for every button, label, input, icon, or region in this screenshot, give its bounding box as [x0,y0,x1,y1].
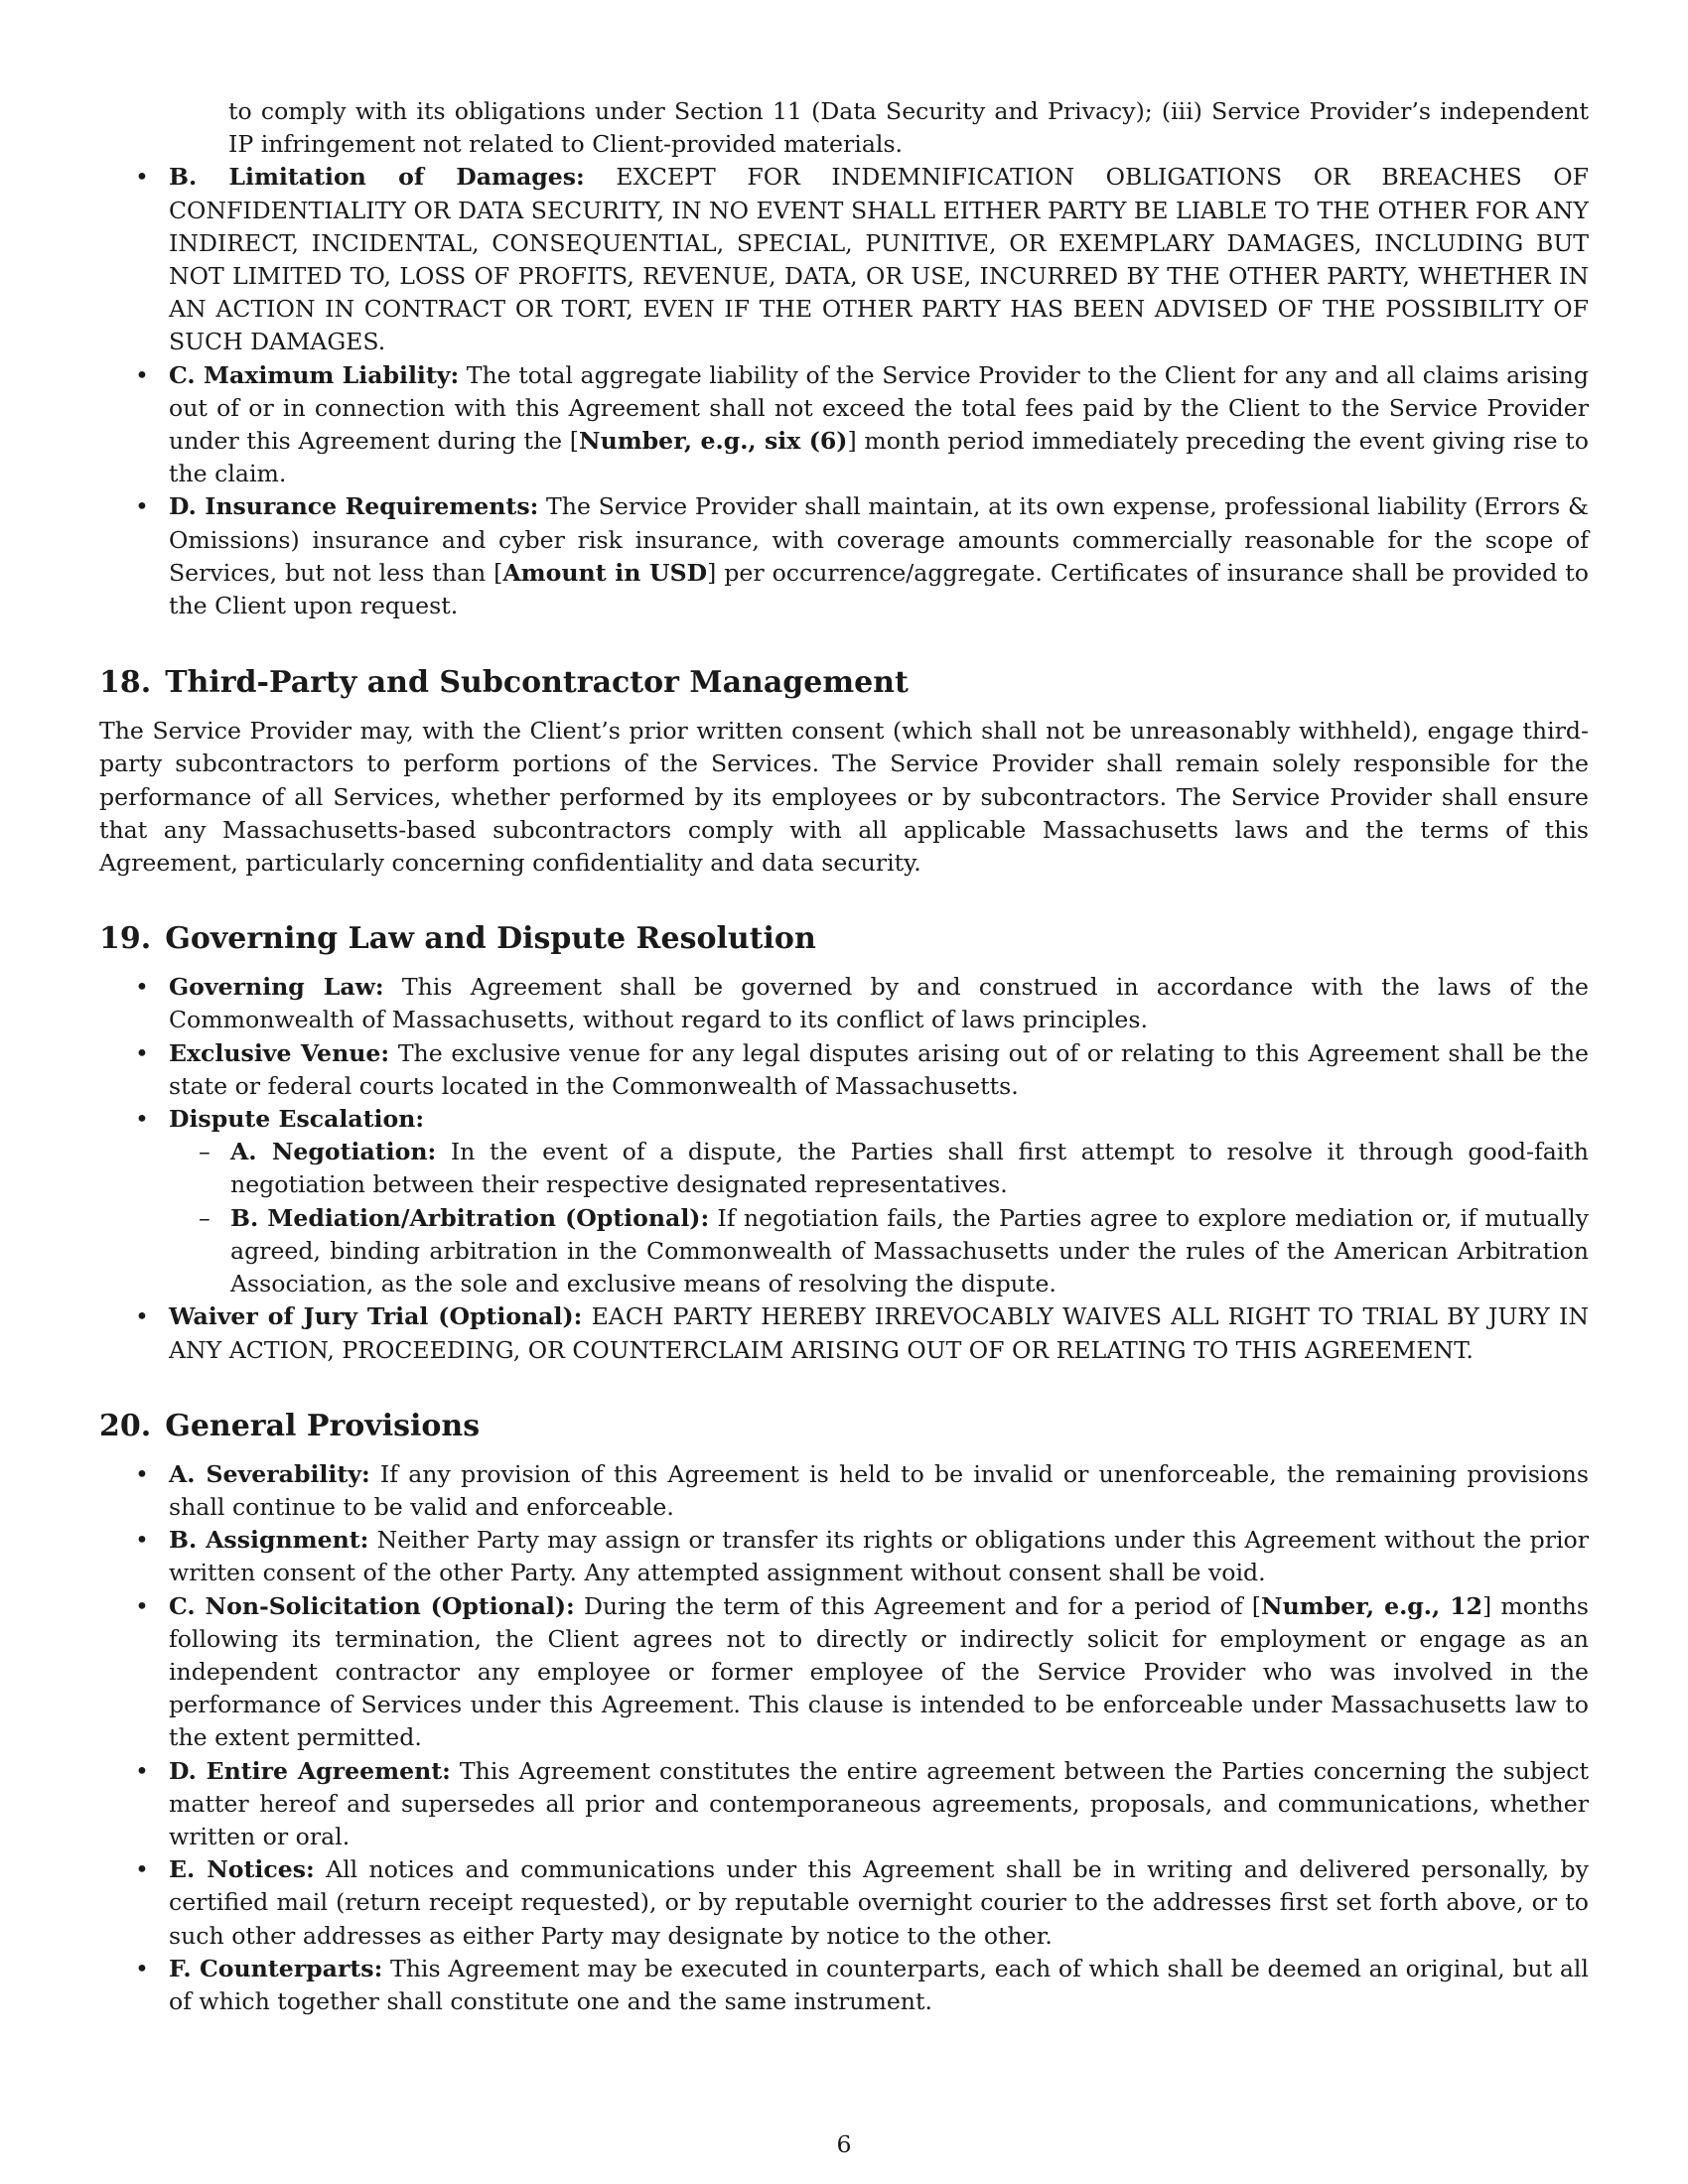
item-text: The total aggregate liability of the Service Provider to the Client for any and all claims arising out of or in connection with this Agreement shall not exceed the total fees paid by the Client to the Service Provider under this Agreement during the [ [169,360,1589,456]
section-title: General Provisions [165,1408,481,1443]
item-text: The exclusive venue for any legal disputes arising out of or relating to this Agreement shall be the state or federal courts located in the Commonwealth of Massachusetts. [169,1038,1589,1100]
section-20-heading [99,1407,1589,1446]
sublist-item-negotiation [169,1136,1589,1201]
placeholder-field: Amount in USD [502,558,708,587]
section-title: Governing Law and Dispute Resolution [165,921,816,957]
item-label: E. Notices: [169,1855,315,1884]
section-18-body: The Service Provider may, with the Client’s prior written consent (which shall not be unreasonably withheld), engage third-party subcontractors to perform portions of the Services. The Service Provider shall remain solely responsible for the performance of all Services, whether performed by its employees or by subcontractors. The Service Provider shall ensure that any Massachusetts-based subcontractors comply with all applicable Massachusetts laws and the terms of this Agreement, particularly concerning confidentiality and data security. [99,717,1589,878]
section-title: Third-Party and Subcontractor Management [165,665,909,701]
list-item-dispute-escalation [99,1103,1589,1300]
item-text: In the event of a dispute, the Parties shall first attempt to resolve it through good-faith negotiation between their respective designated representatives. [230,1138,1589,1199]
item-text: EACH PARTY HEREBY IRREVOCABLY WAIVES ALL RIGHT TO TRIAL BY JURY IN ANY ACTION, PROCEEDING, OR COUNTERCLAIM ARISING OUT OF OR RELATING TO THIS AGREEMENT. [169,1302,1589,1364]
item-label: B. Mediation/Arbitration (Optional): [230,1203,710,1232]
item-text: The Service Provider shall maintain, at its own expense, professional liability (Errors & Omissions) insurance and cyber risk insurance, with coverage amounts commercially reasonable for the scope of Services, but not less than [ [169,492,1589,587]
section-number: 18. [99,665,152,701]
list-item-entire-agreement [99,1755,1589,1854]
item-text: ] per occurrence/aggregate. Certificates of insurance shall be provided to the Client upon request. [169,558,1589,620]
list-item-maximum-liability [99,359,1589,491]
item-text: ] months following its termination, the Client agrees not to directly or indirectly solicit for employment or engage as an independent contractor any employee or former employee of the Service Provider who was involved in the performance of Services under this Agreement. This clause is intended to be enforceable under Massachusetts law to the extent permitted. [169,1591,1589,1752]
list-item-exclusive-venue [99,1037,1589,1103]
list-item-insurance-requirements [99,490,1589,622]
section-17-list [99,161,1589,622]
item-text: During the term of this Agreement and for a period of [ [574,1591,1262,1620]
continuation-paragraph: to comply with its obligations under Section 11 (Data Security and Privacy); (iii) Service Provider’s independent IP infringement not related to Client-provided materials. [228,97,1589,159]
placeholder-field: Number, e.g., 12 [1261,1591,1482,1620]
item-label: B. Assignment: [169,1526,369,1555]
sublist-item-mediation [169,1202,1589,1301]
item-label: D. Insurance Requirements: [169,492,539,521]
item-text: Neither Party may assign or transfer its rights or obligations under this Agreement without the prior written consent of the other Party. Any attempted assignment without consent shall be void. [169,1526,1589,1587]
item-text: If any provision of this Agreement is held to be invalid or unenforceable, the remaining provisions shall continue to be valid and enforceable. [169,1459,1589,1521]
item-label: D. Entire Agreement: [169,1756,451,1785]
item-text: This Agreement may be executed in counterparts, each of which shall be deemed an original, but all of which together shall constitute one and the same instrument. [169,1954,1589,2015]
item-label: A. Negotiation: [230,1138,437,1166]
item-text: All notices and communications under this Agreement shall be in writing and delivered personally, by certified mail (return receipt requested), or by reputable overnight courier to the addresses first set forth above, or to such other addresses as either Party may designate by notice to the other. [169,1855,1589,1950]
item-label: B. Limitation of Damages: [169,163,585,192]
list-item-jury-waiver [99,1300,1589,1366]
list-item-counterparts [99,1953,1589,2018]
section-number: 19. [99,921,152,957]
item-label: Waiver of Jury Trial (Optional): [169,1302,583,1331]
item-text: EXCEPT FOR INDEMNIFICATION OBLIGATIONS OR BREACHES OF CONFIDENTIALITY OR DATA SECURITY, IN NO EVENT SHALL EITHER PARTY BE LIABLE TO THE OTHER FOR ANY INDIRECT, INCIDENTAL, CONSEQUENTIAL, SPECIAL, PUNITIVE, OR EXEMPLARY DAMAGES, INCLUDING BUT NOT LIMITED TO, LOSS OF PROFITS, REVENUE, DATA, OR USE, INCURRED BY THE OTHER PARTY, WHETHER IN AN ACTION IN CONTRACT OR TORT, EVEN IF THE OTHER PARTY HAS BEEN ADVISED OF THE POSSIBILITY OF SUCH DAMAGES. [169,163,1589,356]
item-text: This Agreement constitutes the entire agreement between the Parties concerning the subject matter hereof and supersedes all prior and contemporaneous agreements, proposals, and communications, whether written or oral. [169,1756,1589,1850]
list-item-severability [99,1458,1589,1524]
dispute-escalation-sublist [169,1136,1589,1300]
item-text: This Agreement shall be governed by and construed in accordance with the laws of the Commonwealth of Massachusetts, without regard to its conflict of laws principles. [169,973,1589,1034]
placeholder-field: Number, e.g., six (6) [579,427,848,456]
item-label: A. Severability: [169,1459,370,1488]
item-label: C. Maximum Liability: [169,360,460,389]
list-item-notices [99,1853,1589,1953]
list-item-limitation-of-damages [99,161,1589,358]
section-19-list [99,971,1589,1366]
list-item-assignment [99,1524,1589,1589]
section-20-list [99,1458,1589,2018]
item-label: Exclusive Venue: [169,1038,390,1067]
document-page [99,95,1589,2018]
section-number: 20. [99,1408,152,1443]
item-label: Dispute Escalation: [169,1105,425,1134]
section-18-heading [99,663,1589,703]
item-label: C. Non-Solicitation (Optional): [169,1591,575,1620]
list-item-non-solicitation [99,1590,1589,1755]
section-19-heading [99,919,1589,959]
list-item-governing-law [99,971,1589,1036]
item-label: Governing Law: [169,973,384,1002]
page-number: 6 [836,2130,852,2158]
item-text: ] month period immediately preceding the event giving rise to the claim. [169,427,1589,488]
item-text: If negotiation fails, the Parties agree to explore mediation or, if mutually agreed, binding arbitration in the Commonwealth of Massachusetts under the rules of the American Arbitration Association, as the sole and exclusive means of resolving the dispute. [230,1203,1590,1298]
item-label: F. Counterparts: [169,1954,383,1982]
